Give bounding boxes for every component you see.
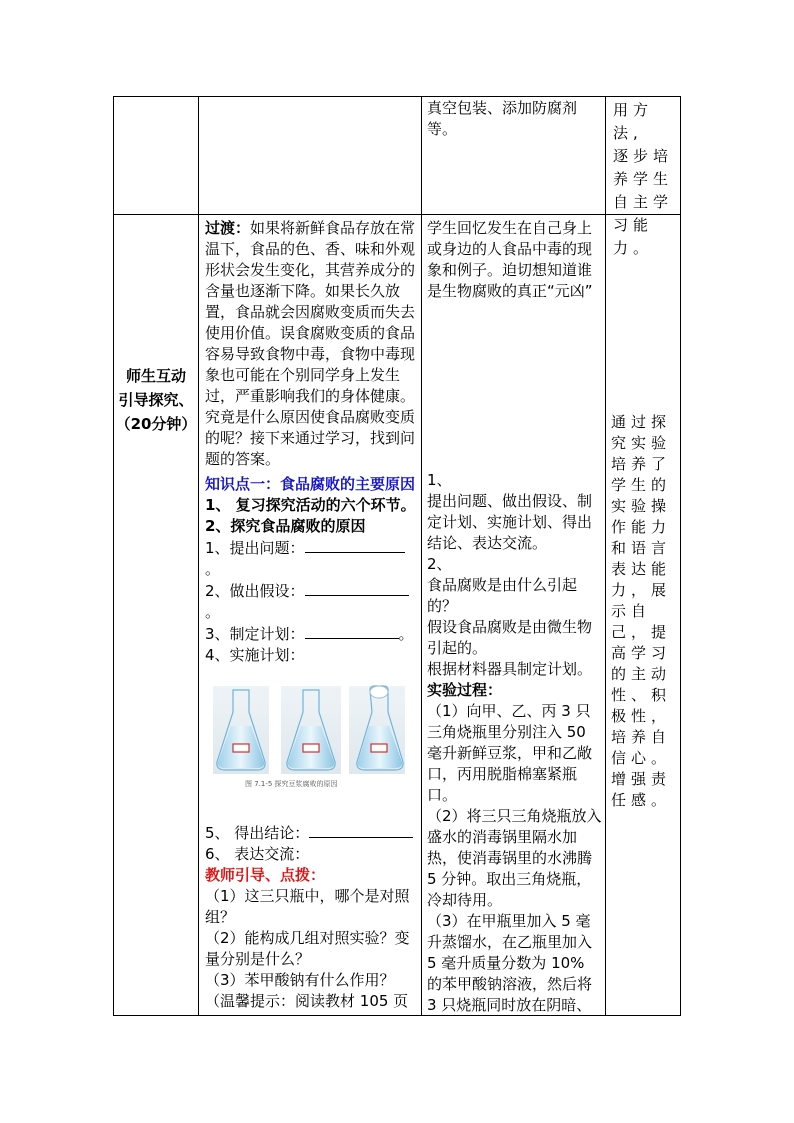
flask-figure [209, 682, 409, 806]
process-step-2: （2）将三只三角烧瓶放入盛水的消毒锅里隔水加热，使消毒锅里的水沸腾 5 分钟。取出三角烧瓶，冷却待用。 [427, 807, 602, 909]
guide-question-1: （1）这三只瓶中，哪个是对照组？ [205, 887, 410, 926]
step-implement: 4、实施计划： [205, 646, 305, 664]
step-hypothesis: 2、做出假设：。 [205, 580, 417, 623]
purpose-line: 用方法, [613, 101, 654, 142]
answer-blank [305, 580, 409, 596]
stage-line: （20分钟） [115, 415, 197, 433]
student-plan: 根据材料器具制定计划。 [427, 660, 593, 678]
answer-blank [309, 822, 413, 838]
stage-line: 师生互动 [125, 367, 186, 385]
step-label: 3、制定计划： [205, 625, 305, 643]
step-label: 1、提出问题： [205, 539, 305, 557]
teacher-activity-cell [205, 218, 417, 666]
student-answer-1: 提出问题、做出假设、制定计划、实施计划、得出结论、表达交流。 [427, 492, 593, 552]
table-border-left [113, 96, 114, 1016]
transition-paragraph [205, 218, 417, 470]
table-divider-2 [421, 96, 422, 1016]
step-ask-question: 1、提出问题：。 [205, 537, 417, 580]
row-divider [113, 214, 681, 215]
step-label: 2、做出假设： [205, 582, 305, 600]
student-intro: 学生回忆发生在自己身上或身边的人食品中毒的现象和例子。迫切想知道谁是生物腐败的真正“元凶” [427, 219, 593, 300]
transition-label: 过渡： [205, 219, 251, 237]
student-hypothesis: 假设食品腐败是由微生物引起的。 [427, 618, 593, 657]
purpose-line: 自主学 [613, 193, 674, 211]
guide-question-2: （2）能构成几组对照实验？变量分别是什么？ [205, 929, 410, 968]
student-question: 食品腐败是由什么引起的？ [427, 576, 578, 615]
step-label: 5、 得出结论： [205, 824, 310, 842]
step-plan: 3、制定计划： 。 [205, 625, 414, 643]
answer-blank [305, 537, 405, 553]
knowledge-point-title: 知识点一：食品腐败的主要原因 [205, 475, 416, 493]
transition-text: 如果将新鲜食品存放在常温下，食品的色、香、味和外观形状会发生变化，其营养成分的含量也逐渐下降。如果长久放置，食品就会因腐败变质而失去使用价值。误食腐败变质的食品容易导致食物中毒，食物中毒现象也可能在个别同学身上发生过，严重影响我们的身体健康。究竟是什么原因使食品腐败变质的呢？接下来通过学习，找到问题的答案。 [205, 219, 416, 468]
student-answer-1-num: 1、 [427, 471, 452, 489]
process-step-1: （1）向甲、乙、丙 3 只三角烧瓶里分别注入 50 毫升新鲜豆浆，甲和乙敞口，丙用脱脂棉塞紧瓶口。 [427, 702, 593, 804]
table-border-right [680, 96, 681, 1016]
table-divider-3 [605, 96, 606, 1016]
flasks-image [209, 682, 409, 806]
figure-caption: 图 7.1-5 探究豆浆腐败的原因 [245, 780, 338, 788]
table-divider-1 [198, 96, 199, 1016]
stage-line: 引导探究、 [118, 391, 194, 409]
purpose-line: 习能力。 [613, 216, 654, 257]
student-answer-2-num: 2、 [427, 555, 452, 573]
step-communicate: 6、 表达交流： [205, 845, 310, 863]
stage-cell [115, 364, 197, 436]
guide-question-3: （3）苯甲酸钠有什么作用？ [205, 971, 395, 989]
table-border-top [113, 96, 681, 97]
teacher-guidance-cell [205, 822, 417, 1012]
process-step-3: （3）在甲瓶里加入 5 毫升蒸馏水，在乙瓶里加入 5 毫升质量分数为 10% 的苯甲酸钠溶液，然后将 3 只烧瓶同时放在阴暗、 [427, 912, 593, 1014]
purpose-line: 逐步培 [613, 147, 674, 165]
guide-question-4: （温馨提示：阅读教材 105 页 [205, 992, 409, 1010]
design-purpose-cell: 通过探究实验培养了学生的实验操作能力和语言表达能力，展示自己，提高学习的主动性、积极性，培养自信心。增强责任感。 [611, 413, 672, 809]
purpose-line: 养学生 [613, 170, 674, 188]
student-activity-cell [427, 218, 603, 1016]
lesson-table [113, 96, 681, 1016]
guide-title: 教师引导、点拨： [205, 866, 326, 884]
step-conclusion [205, 822, 417, 844]
answer-blank [305, 623, 399, 639]
process-label: 实验过程： [427, 681, 503, 699]
row1-purpose-cell [613, 99, 679, 260]
knowledge-item-2: 2、探究食品腐败的原因 [205, 517, 366, 535]
knowledge-item-1: 1、 复习探究活动的六个环节。 [205, 496, 416, 514]
row1-student-cell: 真空包装、添加防腐剂等。 [427, 99, 578, 138]
